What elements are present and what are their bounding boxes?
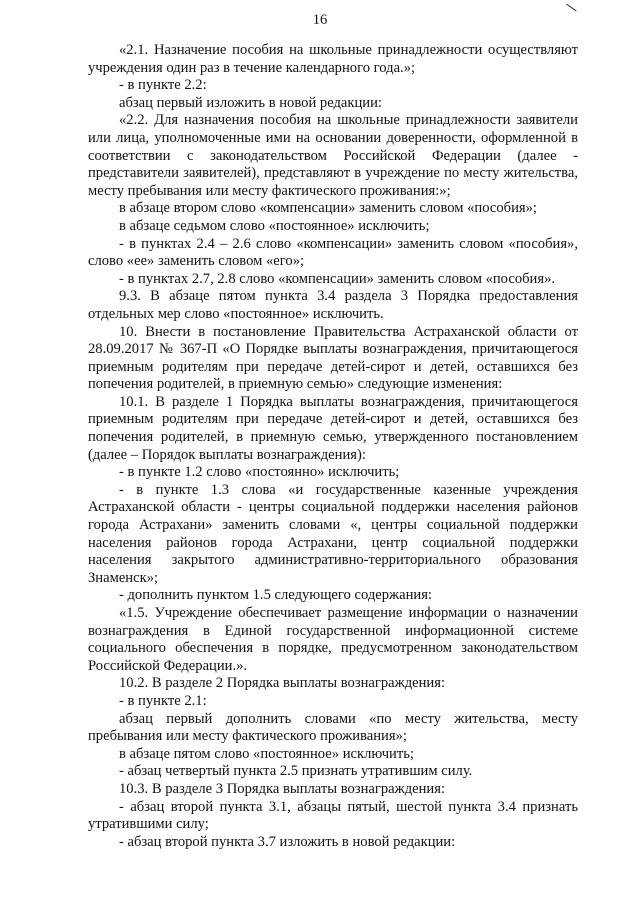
paragraph: в абзаце втором слово «компенсации» заменить словом «пособия»;	[119, 200, 537, 217]
document-body	[88, 42, 578, 851]
paragraph: - в пунктах 2.4 – 2.6 слово «компенсации» заменить словом «пособия», слово «ее» заменить словом «его»;	[88, 235, 578, 270]
paragraph: - в пункте 1.3 слова «и государственные казенные учреждения Астраханской области - центры социальной поддержки населения районов города Астрахани» заменить словами «, центры социальной поддержки населения районов города Астрахани, центр социальной поддержки населения закрытого административно-территориального образования Знаменск»;	[88, 481, 578, 586]
paragraph: - в пункте 2.1:	[119, 692, 207, 709]
paragraph: «2.2. Для назначения пособия на школьные принадлежности заявители или лица, уполномоченные ими на основании доверенности, оформленной в соответствии с законодательством Российской Федерации (далее - представители заявителей), представляют в учреждение по месту жительства, месту пребывания или месту фактического проживания:»;	[88, 112, 578, 199]
paragraph: «2.1. Назначение пособия на школьные принадлежности осуществляют учреждения один раз в течение календарного года.»;	[88, 42, 578, 76]
paragraph: - абзац второй пункта 3.7 изложить в новой редакции:	[119, 833, 456, 850]
paragraph: 9.3. В абзаце пятом пункта 3.4 раздела 3 Порядка предоставления отдельных мер слово «постоянное» исключить.	[88, 288, 578, 322]
paragraph: абзац первый дополнить словами «по месту жительства, месту пребывания или месту фактического проживания»;	[88, 710, 578, 745]
paragraph: в абзаце пятом слово «постоянное» исключить;	[119, 745, 414, 762]
paragraph: в абзаце седьмом слово «постоянное» исключить;	[119, 217, 430, 234]
paragraph: - абзац четвертый пункта 2.5 признать утратившим силу.	[119, 763, 473, 780]
paragraph: «1.5. Учреждение обеспечивает размещение информации о назначении вознаграждения в Единой государственной информационной системе социального обеспечения в порядке, предусмотренном законодательством Российской Федерации.».	[88, 605, 578, 674]
paragraph: - дополнить пунктом 1.5 следующего содержания:	[119, 587, 432, 604]
paragraph: 10.3. В разделе 3 Порядка выплаты вознаграждения:	[119, 780, 446, 797]
paragraph: - абзац второй пункта 3.1, абзацы пятый, шестой пункта 3.4 признать утратившими силу;	[88, 798, 578, 833]
paragraph: - в пункте 2.2:	[119, 77, 207, 94]
paragraph: 10.1. В разделе 1 Порядка выплаты вознаграждения, причитающегося приемным родителям при передаче детей-сирот и детей, оставшихся без попечения родителей, в приемную семью, утвержденного постановлением (далее – Порядок выплаты вознаграждения):	[88, 393, 578, 463]
paragraph: - в пункте 1.2 слово «постоянно» исключить;	[119, 464, 400, 481]
page-number: 16	[312, 12, 328, 28]
paragraph: - в пунктах 2.7, 2.8 слово «компенсации» заменить словом «пособия».	[119, 270, 556, 287]
paragraph: 10.2. В разделе 2 Порядка выплаты вознаграждения:	[119, 675, 446, 692]
paragraph: 10. Внести в постановление Правительства Астраханской области от 28.09.2017 № 367-П «О Порядке выплаты вознаграждения, причитающегося приемным родителям при передаче детей-сирот и детей, оставшихся без попечения родителей, в приемную семью» следующие изменения:	[88, 323, 578, 393]
paragraph: абзац первый изложить в новой редакции:	[119, 94, 382, 111]
